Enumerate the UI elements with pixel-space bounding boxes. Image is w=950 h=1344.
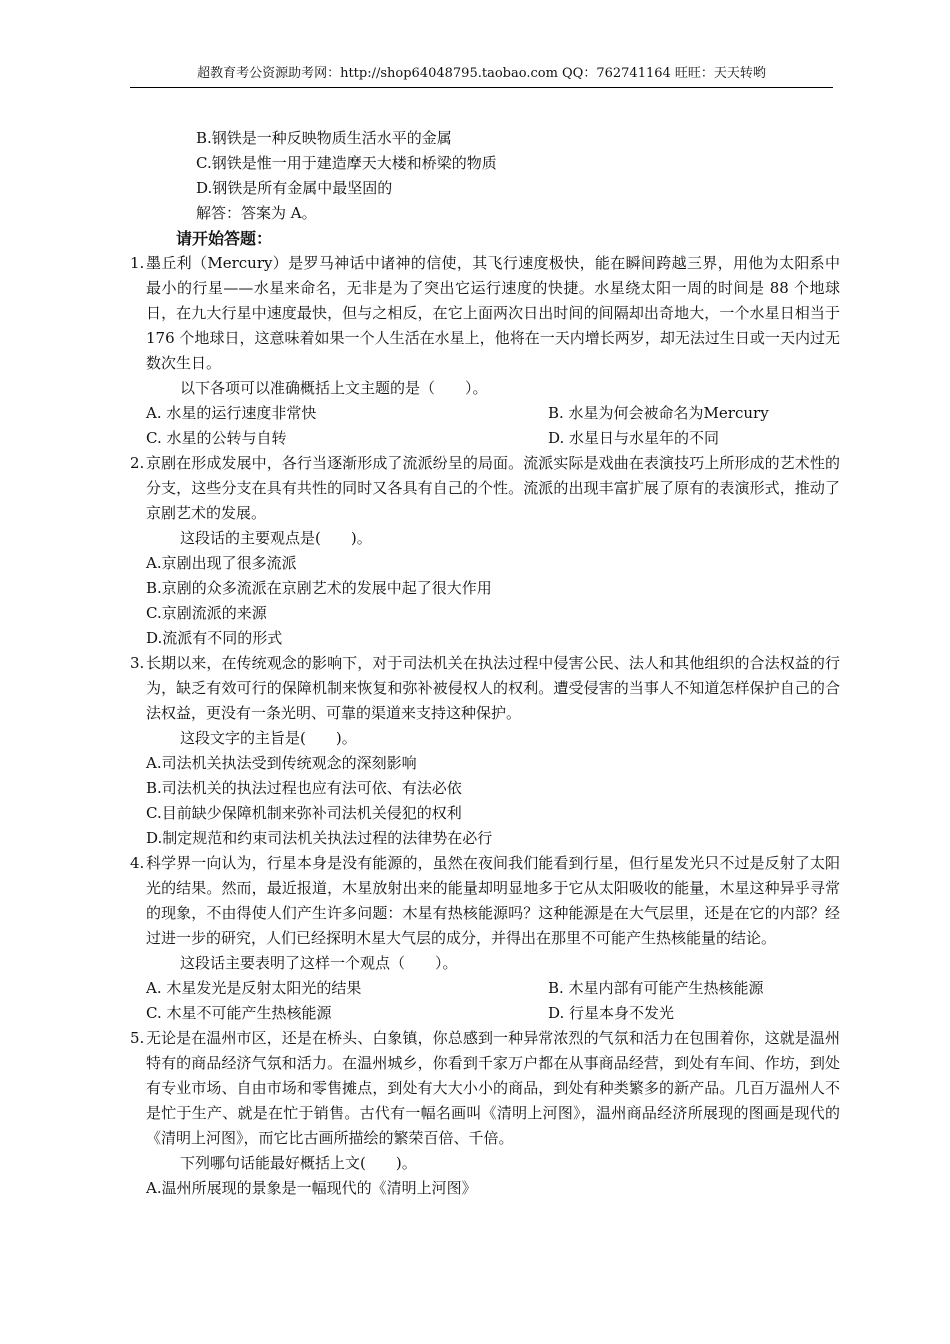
question-passage: 墨丘利（Mercury）是罗马神话中诸神的信使，其飞行速度极快，能在瞬间跨越三界，用他为太阳系中最小的行星——水星来命名，无非是为了突出它运行速度的快捷。水星绕太阳一周的时间是 88 个地球日，在九大行星中速度最快，但与之相反，在它上面两次日出时间的间隔却出奇地大，一个水星日相当于 176 个地球日，这意味着如果一个人生活在水星上，他将在一天内增长两岁，却无法过生日或一天内过无数次生日。 <box>146 254 840 372</box>
question-number: 1. <box>130 254 145 272</box>
question-1 <box>130 251 840 376</box>
question-passage: 科学界一向认为，行星本身是没有能源的，虽然在夜间我们能看到行星，但行星发光只不过是反射了太阳光的结果。然而，最近报道，木星放射出来的能量却明显地多于它从太阳吸收的能量，木星这种异乎寻常的现象，不由得使人们产生许多问题：木星有热核能源吗？这种能源是在大气层里，还是在它的内部？经过进一步的研究，人们已经探明木星大气层的成分，并得出在那里不可能产生热核能量的结论。 <box>146 854 840 947</box>
document-body <box>130 126 840 1201</box>
example-option-c: C.钢铁是惟一用于建造摩天大楼和桥梁的物质 <box>196 154 497 172</box>
option-a: A.司法机关执法受到传统观念的深刻影响 <box>146 754 417 772</box>
question-number: 3. <box>130 654 145 672</box>
question-number: 2. <box>130 454 145 472</box>
option-d: D. 行星本身不发光 <box>548 1004 675 1022</box>
question-prompt: 这段文字的主旨是( )。 <box>180 729 357 747</box>
header-text: 超教育考公资源助考网：http://shop64048795.taobao.com QQ：762741164 旺旺：天天转哟 <box>197 66 766 81</box>
option-b: B.京剧的众多流派在京剧艺术的发展中起了很大作用 <box>146 579 492 597</box>
option-a: A. 水星的运行速度非常快 <box>146 404 317 422</box>
option-c: C.京剧流派的来源 <box>146 604 267 622</box>
question-5 <box>130 1026 840 1151</box>
option-b: B. 水星为何会被命名为Mercury <box>548 404 769 422</box>
start-label: 请开始答题： <box>176 229 273 248</box>
option-c: C. 水星的公转与自转 <box>146 429 287 447</box>
question-passage: 无论是在温州市区，还是在桥头、白象镇，你总感到一种异常浓烈的气氛和活力在包围着你，这就是温州特有的商品经济气氛和活力。在温州城乡，你看到千家万户都在从事商品经营，到处有车间、作坊，到处有专业市场、自由市场和零售摊点，到处有大大小小的商品，到处有种类繁多的新产品。几百万温州人不是忙于生产、就是在忙于销售。古代有一幅名画叫《清明上河图》，温州商品经济所展现的图画是现代的《清明上河图》，而它比古画所描绘的繁荣百倍、千倍。 <box>146 1029 840 1147</box>
option-c: C. 木星不可能产生热核能源 <box>146 1004 332 1022</box>
question-2 <box>130 451 840 526</box>
question-number: 5. <box>130 1029 145 1047</box>
option-a: A.京剧出现了很多流派 <box>146 554 297 572</box>
option-d: D.制定规范和约束司法机关执法过程的法律势在必行 <box>146 829 493 847</box>
question-prompt: 以下各项可以准确概括上文主题的是（ ）。 <box>180 379 488 397</box>
question-passage: 京剧在形成发展中，各行当逐渐形成了流派纷呈的局面。流派实际是戏曲在表演技巧上所形成的艺术性的分支，这些分支在具有共性的同时又各具有自己的个性。流派的出现丰富扩展了原有的表演形式，推动了京剧艺术的发展。 <box>146 454 840 522</box>
question-4 <box>130 851 840 951</box>
question-prompt: 这段话的主要观点是( )。 <box>180 529 372 547</box>
question-3 <box>130 651 840 726</box>
example-option-b: B.钢铁是一种反映物质生活水平的金属 <box>196 129 452 147</box>
example-option-d: D.钢铁是所有金属中最坚固的 <box>196 179 393 197</box>
question-passage: 长期以来，在传统观念的影响下，对于司法机关在执法过程中侵害公民、法人和其他组织的合法权益的行为，缺乏有效可行的保障机制来恢复和弥补被侵权人的权利。遭受侵害的当事人不知道怎样保护自己的合法权益，更没有一条光明、可靠的渠道来支持这种保护。 <box>146 654 840 722</box>
option-c: C.目前缺少保障机制来弥补司法机关侵犯的权利 <box>146 804 462 822</box>
option-a: A. 木星发光是反射太阳光的结果 <box>146 979 362 997</box>
question-prompt: 这段话主要表明了这样一个观点（ ）。 <box>180 954 458 972</box>
question-prompt: 下列哪句话能最好概括上文( )。 <box>180 1154 417 1172</box>
question-1-options <box>130 401 840 451</box>
option-b: B. 木星内部有可能产生热核能源 <box>548 979 764 997</box>
option-a: A.温州所展现的景象是一幅现代的《清明上河图》 <box>146 1179 477 1197</box>
option-d: D. 水星日与水星年的不同 <box>548 429 720 447</box>
question-4-options <box>130 976 840 1026</box>
option-b: B.司法机关的执法过程也应有法可依、有法必依 <box>146 779 462 797</box>
option-d: D.流派有不同的形式 <box>146 629 283 647</box>
example-answer: 解答：答案为 A。 <box>196 204 317 222</box>
page-header <box>130 64 833 88</box>
question-number: 4. <box>130 854 145 872</box>
